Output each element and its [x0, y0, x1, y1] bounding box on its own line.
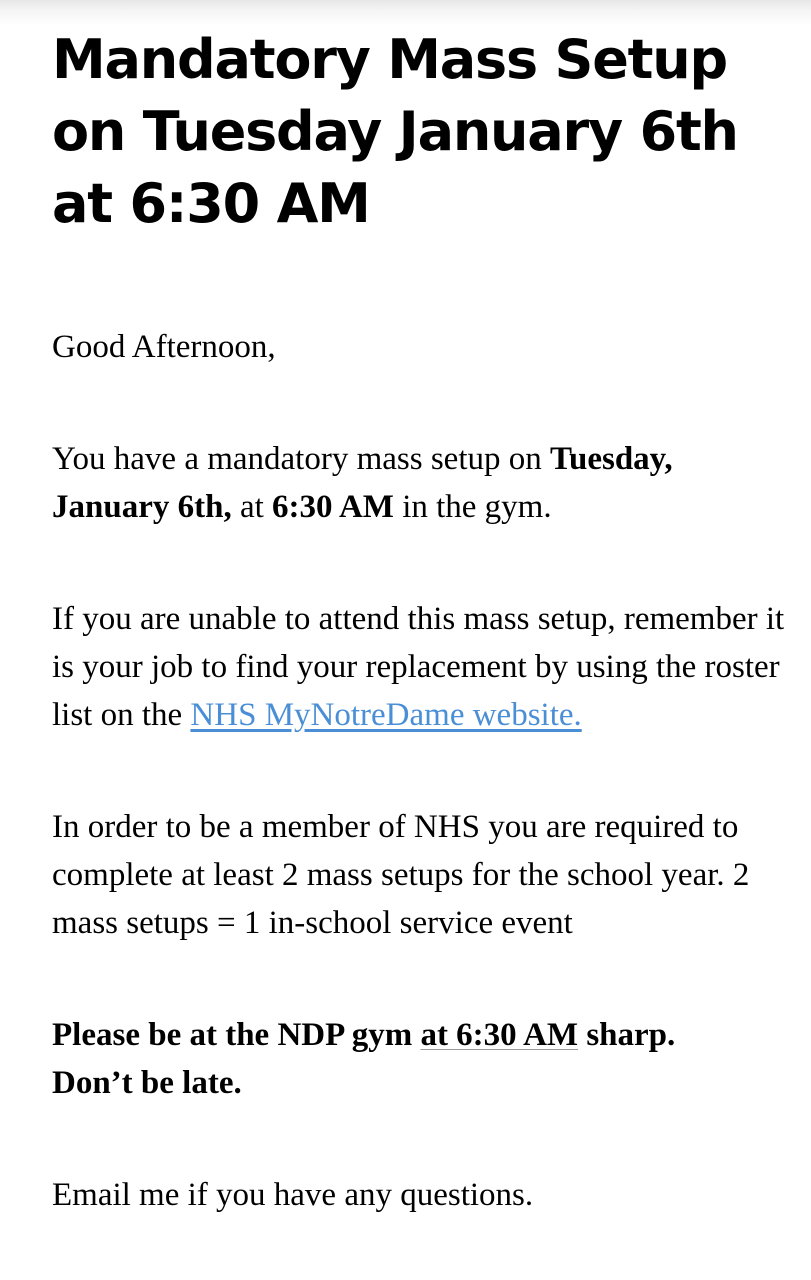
replacement-paragraph: [52, 595, 792, 739]
setup-time: 6:30 AM: [272, 489, 394, 525]
reminder-line2: Don’t be late.: [52, 1065, 242, 1101]
setup-lead: You have a mandatory mass setup on: [52, 441, 550, 477]
email-body: [52, 24, 792, 1219]
setup-paragraph: [52, 435, 792, 531]
reminder-lead: Please be at the NDP gym: [52, 1017, 421, 1053]
subject-line-1: Mandatory Mass Setup: [52, 28, 727, 91]
reminder-time[interactable]: at 6:30 AM: [420, 1017, 579, 1053]
email-subject-heading: [52, 24, 792, 240]
top-shade: [0, 0, 811, 26]
setup-mid: at: [231, 489, 273, 525]
closing-line: Email me if you have any questions.: [52, 1177, 534, 1213]
setup-day: Tuesday,: [550, 441, 673, 477]
setup-tail: in the gym.: [393, 489, 552, 525]
nhs-mynotredame-link[interactable]: NHS MyNotreDame website.: [190, 697, 582, 733]
greeting: Good Afternoon,: [52, 329, 276, 365]
replacement-text: If you are unable to attend this mass setup, remember it is your job to find your replacement by using the roster list on the: [52, 601, 785, 733]
reminder-paragraph: [52, 1011, 792, 1107]
subject-line-2: on Tuesday January 6th: [52, 100, 738, 163]
subject-line-3: at 6:30 AM: [52, 172, 370, 235]
membership-paragraph: In order to be a member of NHS you are required to complete at least 2 mass setups for the school year. 2 mass setups = 1 in-school service event: [52, 809, 750, 941]
reminder-tail: sharp.: [578, 1017, 676, 1053]
setup-date: January 6th,: [52, 489, 232, 525]
